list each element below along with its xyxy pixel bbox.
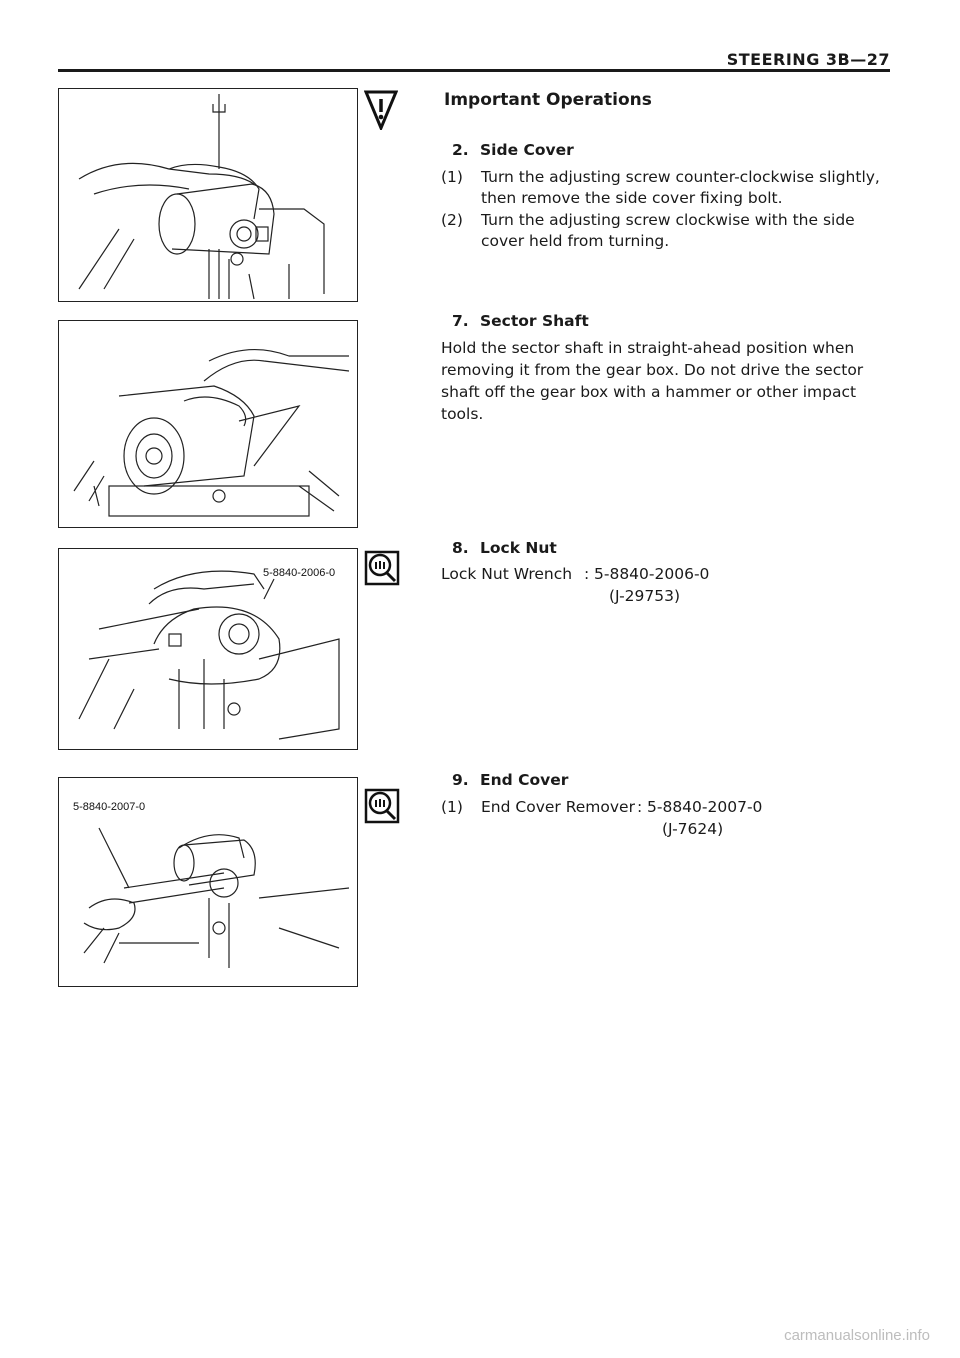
callout-tool-2006: 5-8840-2006-0	[263, 567, 336, 579]
step7-line3: shaft off the gear box with a hammer or other impact	[441, 383, 857, 401]
step8-tool-alt: (J-29753)	[609, 587, 681, 605]
step9-colon: :	[637, 798, 643, 816]
step2-item1-line1: Turn the adjusting screw counter-clockwise slightly,	[481, 168, 880, 186]
header-rule	[58, 69, 890, 72]
step9-tool-number: 5-8840-2007-0	[647, 798, 763, 816]
page-header-title: STEERING 3B—27	[726, 50, 890, 69]
special-tool-icon	[364, 788, 400, 824]
step7-line2: removing it from the gear box. Do not drive the sector	[441, 361, 864, 379]
figure-end-cover	[58, 777, 358, 987]
step2-item2-number: (2)	[441, 211, 463, 229]
step7-heading: Sector Shaft	[480, 312, 589, 330]
step8-colon: :	[584, 565, 590, 583]
step9-number: 9.	[452, 771, 469, 789]
step9-tool-label: End Cover Remover	[481, 798, 635, 816]
step7-line4: tools.	[441, 405, 484, 423]
step9-tool-alt: (J-7624)	[662, 820, 724, 838]
figure-sector-shaft	[58, 320, 358, 528]
watermark: carmanualsonline.info	[784, 1327, 930, 1344]
callout-tool-2007: 5-8840-2007-0	[73, 801, 146, 813]
step8-tool-number: 5-8840-2006-0	[594, 565, 710, 583]
step2-item1-number: (1)	[441, 168, 463, 186]
step2-number: 2.	[452, 141, 469, 159]
step7-number: 7.	[452, 312, 469, 330]
step2-heading: Side Cover	[480, 141, 574, 159]
step2-item2-line2: cover held from turning.	[481, 232, 670, 250]
step2-item2-line1: Turn the adjusting screw clockwise with the side	[481, 211, 855, 229]
step8-number: 8.	[452, 539, 469, 557]
special-tool-icon	[364, 550, 400, 586]
figure-lock-nut	[58, 548, 358, 750]
step8-heading: Lock Nut	[480, 539, 557, 557]
section-title: Important Operations	[444, 90, 652, 110]
important-operations-icon	[364, 90, 398, 130]
step2-item1-line2: then remove the side cover fixing bolt.	[481, 189, 783, 207]
step9-item-number: (1)	[441, 798, 463, 816]
step9-heading: End Cover	[480, 771, 569, 789]
step7-line1: Hold the sector shaft in straight-ahead position when	[441, 339, 855, 357]
figure-side-cover	[58, 88, 358, 302]
step8-tool-label: Lock Nut Wrench	[441, 565, 573, 583]
